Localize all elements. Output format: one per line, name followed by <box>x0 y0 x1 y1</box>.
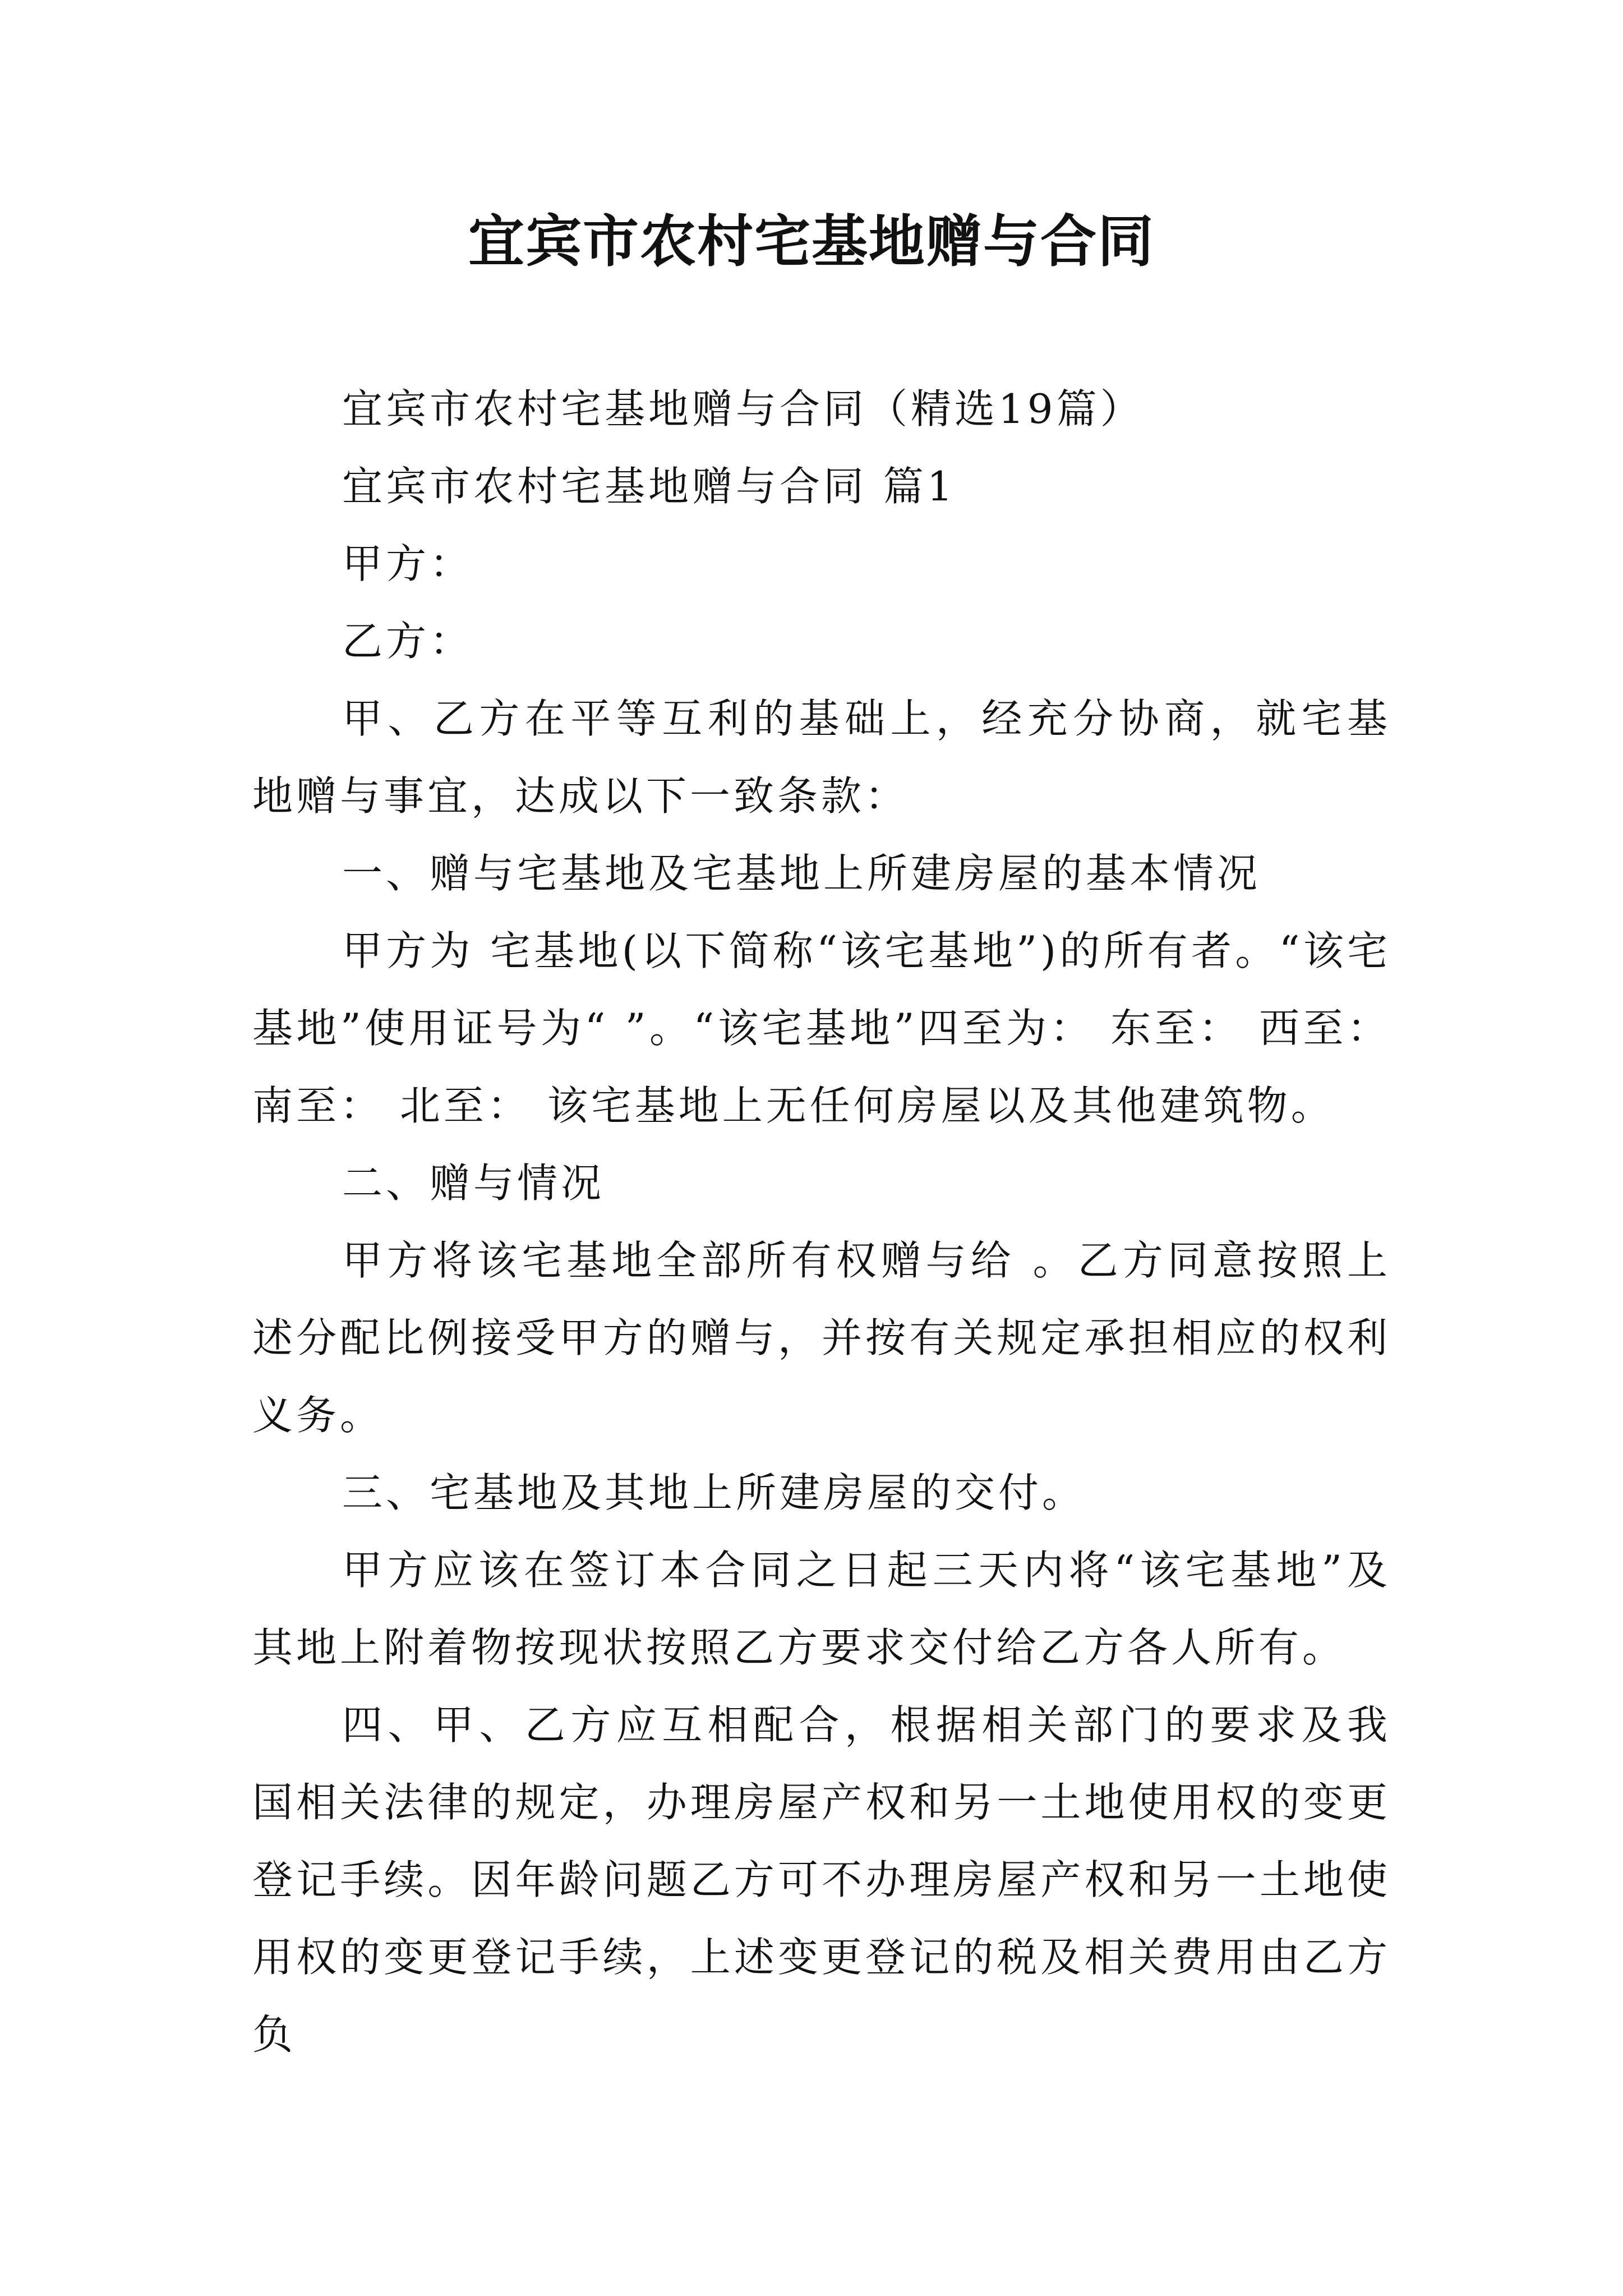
subtitle-paragraph: 宜宾市农村宅基地赠与合同（精选19篇） <box>342 385 1144 432</box>
document-title: 宜宾市农村宅基地赠与合同 <box>468 208 1155 274</box>
clause-heading-1: 一、赠与宅基地及宅基地上所建房屋的基本情况 <box>342 850 1261 897</box>
body-paragraph: 甲、乙方在平等互利的基础上，经充分协商，就宅基地赠与事宜，达成以下一致条款： <box>252 695 1391 820</box>
party-a-line: 甲方： <box>342 540 474 587</box>
body-paragraph: 甲方为 宅基地(以下简称“该宅基地”)的所有者。“该宅基地”使用证号为“ ”。“该宅基地”四至为： 东至： 西至： 南至： 北至： 该宅基地上无任何房屋以及其他建筑物。 <box>252 927 1391 1129</box>
section-heading: 宜宾市农村宅基地赠与合同 篇1 <box>342 463 956 510</box>
party-b-line: 乙方： <box>342 618 474 665</box>
body-paragraph: 甲方应该在签订本合同之日起三天内将“该宅基地”及其地上附着物按现状按照乙方要求交付给乙方各人所有。 <box>252 1547 1391 1671</box>
clause-heading-2: 二、赠与情况 <box>342 1159 605 1207</box>
clause-heading-3: 三、宅基地及其地上所建房屋的交付。 <box>342 1469 1086 1516</box>
document-body <box>252 370 1391 2073</box>
body-paragraph: 甲方将该宅基地全部所有权赠与给 。乙方同意按照上述分配比例接受甲方的赠与，并按有关规定承担相应的权利义务。 <box>252 1237 1391 1439</box>
clause-paragraph-4: 四、甲、乙方应互相配合，根据相关部门的要求及我国相关法律的规定，办理房屋产权和另一土地使用权的变更登记手续。因年龄问题乙方可不办理房屋产权和另一土地使用权的变更登记手续，上述变更登记的税及相关费用由乙方负 <box>252 1701 1391 2058</box>
